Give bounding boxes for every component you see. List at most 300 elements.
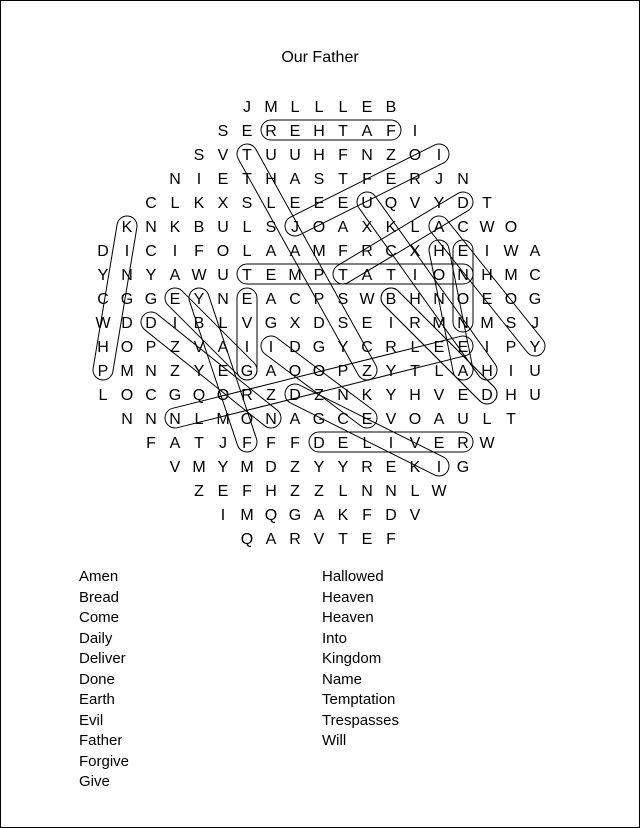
grid-letter[interactable]: V xyxy=(409,507,421,524)
grid-letter[interactable]: O xyxy=(216,387,230,404)
grid-letter[interactable]: N xyxy=(457,315,469,332)
grid-letter[interactable]: U xyxy=(529,387,541,404)
grid-letter[interactable]: N xyxy=(169,171,181,188)
grid-letter[interactable]: T xyxy=(242,147,252,164)
grid-letter[interactable]: D xyxy=(97,243,109,260)
grid-letter[interactable]: M xyxy=(480,315,494,332)
grid-letter[interactable]: A xyxy=(529,243,541,260)
grid-letter[interactable]: M xyxy=(264,99,278,116)
grid-letter[interactable]: Z xyxy=(386,147,396,164)
grid-letter[interactable]: I xyxy=(244,339,250,356)
grid-letter[interactable]: G xyxy=(168,387,182,404)
word-list-item: Evil xyxy=(79,711,104,729)
grid-letter[interactable]: Y xyxy=(193,291,205,308)
grid-letter[interactable]: A xyxy=(361,267,373,284)
grid-letter[interactable]: J xyxy=(243,99,251,116)
grid-letter[interactable]: Z xyxy=(266,387,276,404)
grid-letter[interactable]: H xyxy=(97,339,109,356)
grid-letter[interactable]: I xyxy=(436,147,442,164)
grid-letter[interactable]: N xyxy=(217,291,229,308)
grid-letter[interactable]: I xyxy=(388,315,394,332)
grid-letter[interactable]: C xyxy=(145,243,157,260)
grid-letter[interactable]: C xyxy=(385,243,397,260)
grid-letter[interactable]: E xyxy=(313,195,325,212)
grid-letter[interactable]: A xyxy=(265,363,277,380)
grid-letter[interactable]: U xyxy=(217,219,229,236)
grid-letter[interactable]: F xyxy=(338,243,348,260)
grid-letter[interactable]: Q xyxy=(192,387,206,404)
grid-letter[interactable]: L xyxy=(194,411,204,428)
grid-letter[interactable]: X xyxy=(289,315,301,332)
grid-letter[interactable]: L xyxy=(170,195,180,212)
grid-letter[interactable]: I xyxy=(484,339,490,356)
grid-letter[interactable]: T xyxy=(338,267,348,284)
grid-letter[interactable]: E xyxy=(337,195,349,212)
grid-letter[interactable]: L xyxy=(410,339,420,356)
grid-letter[interactable]: E xyxy=(457,339,469,356)
grid-letter[interactable]: T xyxy=(338,531,348,548)
grid-letter[interactable]: A xyxy=(361,123,373,140)
grid-letter[interactable]: V xyxy=(409,435,421,452)
grid-letter[interactable]: D xyxy=(121,315,133,332)
grid-letter[interactable]: S xyxy=(505,315,517,332)
grid-letter[interactable]: F xyxy=(386,531,396,548)
grid-letter[interactable]: Z xyxy=(194,483,204,500)
grid-letter[interactable]: V xyxy=(409,195,421,212)
grid-letter[interactable]: V xyxy=(433,387,445,404)
grid-letter[interactable]: P xyxy=(145,339,157,356)
grid-letter[interactable]: N xyxy=(361,483,373,500)
grid-letter[interactable]: Y xyxy=(529,339,541,356)
grid-letter[interactable]: E xyxy=(241,291,253,308)
grid-letter[interactable]: C xyxy=(97,291,109,308)
grid-letter[interactable]: M xyxy=(432,315,446,332)
grid-letter[interactable]: W xyxy=(191,267,207,284)
grid-letter[interactable]: E xyxy=(289,195,301,212)
grid-letter[interactable]: F xyxy=(242,435,252,452)
grid-letter[interactable]: M xyxy=(240,459,254,476)
grid-letter[interactable]: I xyxy=(220,507,226,524)
grid-letter[interactable]: F xyxy=(194,243,204,260)
grid-letter[interactable]: S xyxy=(337,291,349,308)
grid-letter[interactable]: T xyxy=(338,123,348,140)
grid-letter[interactable]: I xyxy=(412,123,418,140)
grid-letter[interactable]: O xyxy=(312,363,326,380)
grid-letter[interactable]: K xyxy=(409,459,421,476)
word-list-item: Earth xyxy=(79,691,115,708)
grid-letters xyxy=(95,99,541,548)
grid-letter[interactable]: G xyxy=(144,291,158,308)
grid-letter[interactable]: E xyxy=(433,339,445,356)
grid-letter[interactable]: I xyxy=(412,267,418,284)
grid-letter[interactable]: I xyxy=(436,459,442,476)
grid-letter[interactable]: H xyxy=(313,147,325,164)
grid-letter[interactable]: S xyxy=(265,219,277,236)
grid-letter[interactable]: V xyxy=(169,459,181,476)
grid-letter[interactable]: M xyxy=(312,243,326,260)
grid-letter[interactable]: I xyxy=(388,435,394,452)
grid-letter[interactable]: R xyxy=(289,531,301,548)
grid-letter[interactable]: A xyxy=(433,219,445,236)
grid-letter[interactable]: C xyxy=(145,387,157,404)
grid-letter[interactable]: G xyxy=(120,291,134,308)
grid-letter[interactable]: M xyxy=(504,267,518,284)
grid-letter[interactable]: N xyxy=(433,291,445,308)
grid-letter[interactable]: K xyxy=(385,219,397,236)
word-list-item: Give xyxy=(79,773,110,790)
grid-letter[interactable]: N xyxy=(457,171,469,188)
grid-letter[interactable]: O xyxy=(408,411,422,428)
grid-letter[interactable]: Y xyxy=(385,387,397,404)
found-word-outline-daily xyxy=(137,308,285,432)
grid-letter[interactable]: M xyxy=(216,411,230,428)
grid-letter[interactable]: F xyxy=(338,147,348,164)
grid-letter[interactable]: M xyxy=(120,363,134,380)
grid-letter[interactable]: K xyxy=(193,195,205,212)
grid-letter[interactable]: D xyxy=(289,339,301,356)
grid-letter[interactable]: K xyxy=(121,219,133,236)
grid-letter[interactable]: V xyxy=(385,411,397,428)
grid-letter[interactable]: C xyxy=(337,411,349,428)
found-word-outline-trespasses xyxy=(233,140,380,383)
grid-letter[interactable]: P xyxy=(97,363,109,380)
grid-letter[interactable]: B xyxy=(193,219,205,236)
found-word-outline-father xyxy=(261,120,401,140)
grid-letter[interactable]: R xyxy=(409,171,421,188)
grid-letter[interactable]: B xyxy=(385,291,397,308)
grid-letter[interactable]: C xyxy=(361,339,373,356)
grid-letter[interactable]: W xyxy=(431,483,447,500)
grid-letter[interactable]: L xyxy=(314,99,324,116)
grid-letter[interactable]: X xyxy=(217,195,229,212)
grid-letter[interactable]: L xyxy=(242,243,252,260)
grid-letter[interactable]: L xyxy=(266,195,276,212)
grid-letter[interactable]: R xyxy=(361,459,373,476)
word-list-item: Into xyxy=(322,629,348,647)
grid-letter[interactable]: V xyxy=(217,147,229,164)
grid-letter[interactable]: I xyxy=(196,171,202,188)
grid-letter[interactable]: H xyxy=(481,267,493,284)
grid-letter[interactable]: A xyxy=(169,435,181,452)
grid-letter[interactable]: C xyxy=(457,219,469,236)
grid-letter[interactable]: E xyxy=(289,123,301,140)
grid-letter[interactable]: E xyxy=(385,459,397,476)
grid-letter[interactable]: N xyxy=(337,387,349,404)
grid-letter[interactable]: B xyxy=(385,99,397,116)
grid-letter[interactable]: M xyxy=(192,459,206,476)
grid-letter[interactable]: X xyxy=(361,219,373,236)
grid-letter[interactable]: O xyxy=(120,339,134,356)
grid-letter[interactable]: H xyxy=(409,291,421,308)
grid-letter[interactable]: F xyxy=(242,483,252,500)
grid-letter[interactable]: A xyxy=(313,507,325,524)
grid-letter[interactable]: I xyxy=(124,243,130,260)
grid-letter[interactable]: N xyxy=(169,411,181,428)
grid-letter[interactable]: W xyxy=(479,435,495,452)
grid-letter[interactable]: J xyxy=(531,315,539,332)
grid-letter[interactable]: O xyxy=(408,147,422,164)
grid-letter[interactable]: F xyxy=(386,123,396,140)
grid-letter[interactable]: N xyxy=(145,219,157,236)
grid-letter[interactable]: D xyxy=(289,387,301,404)
grid-letter[interactable]: W xyxy=(503,243,519,260)
grid-letter[interactable]: Q xyxy=(264,507,278,524)
word-list-item: Bread xyxy=(79,588,120,606)
grid-letter[interactable]: C xyxy=(145,195,157,212)
grid-letter[interactable]: F xyxy=(362,171,372,188)
grid-letter[interactable]: U xyxy=(289,147,301,164)
grid-letter[interactable]: Q xyxy=(384,195,398,212)
grid-letter[interactable]: H xyxy=(313,123,325,140)
grid-letter[interactable]: K xyxy=(361,387,373,404)
grid-letter[interactable]: L xyxy=(290,99,300,116)
grid-letter[interactable]: A xyxy=(457,363,469,380)
grid-letter[interactable]: K xyxy=(169,219,181,236)
grid-letter[interactable]: G xyxy=(312,411,326,428)
grid-letter[interactable]: A xyxy=(289,411,301,428)
grid-letter[interactable]: U xyxy=(217,267,229,284)
grid-letter[interactable]: Y xyxy=(217,459,229,476)
grid-letter[interactable]: D xyxy=(313,435,325,452)
grid-letter[interactable]: E xyxy=(433,435,445,452)
grid-letter[interactable]: A xyxy=(337,219,349,236)
grid-letter[interactable]: W xyxy=(359,291,375,308)
grid-letter[interactable]: D xyxy=(481,387,493,404)
grid-letter[interactable]: L xyxy=(410,219,420,236)
grid-letter[interactable]: A xyxy=(265,531,277,548)
grid-letter[interactable]: F xyxy=(362,507,372,524)
grid-letter[interactable]: P xyxy=(505,339,517,356)
grid-letter[interactable]: F xyxy=(266,435,276,452)
grid-letter[interactable]: T xyxy=(386,267,396,284)
grid-letter[interactable]: E xyxy=(337,435,349,452)
grid-letter[interactable]: A xyxy=(265,291,277,308)
grid-letter[interactable]: E xyxy=(169,291,181,308)
grid-letter[interactable]: D xyxy=(145,315,157,332)
puzzle-title: Our Father xyxy=(281,49,359,66)
grid-letter[interactable]: O xyxy=(240,411,254,428)
grid-letter[interactable]: E xyxy=(361,411,373,428)
grid-letter[interactable]: T xyxy=(410,363,420,380)
grid-letter[interactable]: O xyxy=(288,363,302,380)
grid-letter[interactable]: L xyxy=(410,483,420,500)
grid-letter[interactable]: J xyxy=(291,219,299,236)
grid-letter[interactable]: P xyxy=(313,291,325,308)
grid-letter[interactable]: E xyxy=(217,171,229,188)
grid-letter[interactable]: S xyxy=(193,147,205,164)
grid-letter[interactable]: U xyxy=(457,411,469,428)
grid-letter[interactable]: V xyxy=(193,339,205,356)
word-list-item: Temptation xyxy=(322,691,396,708)
grid-letter[interactable]: I xyxy=(172,315,178,332)
grid-letter[interactable]: T xyxy=(242,267,252,284)
grid-letter[interactable]: E xyxy=(457,243,469,260)
grid-letter[interactable]: P xyxy=(337,363,349,380)
grid-letter[interactable]: E xyxy=(361,99,373,116)
grid-letter[interactable]: M xyxy=(288,267,302,284)
grid-letter[interactable]: O xyxy=(312,219,326,236)
grid-letter[interactable]: E xyxy=(241,123,253,140)
grid-letter[interactable]: N xyxy=(121,411,133,428)
grid-letter[interactable]: W xyxy=(95,315,111,332)
grid-letter[interactable]: I xyxy=(484,243,490,260)
grid-letter[interactable]: G xyxy=(456,459,470,476)
grid-letter[interactable]: Q xyxy=(240,531,254,548)
grid-letter[interactable]: R xyxy=(457,435,469,452)
grid-letter[interactable]: S xyxy=(217,123,229,140)
grid-letter[interactable]: J xyxy=(219,435,227,452)
grid-letter[interactable]: N xyxy=(361,147,373,164)
grid-letter[interactable]: Y xyxy=(337,339,349,356)
found-word-outline-hallowed xyxy=(353,188,501,384)
word-list-item: Heaven xyxy=(322,588,374,606)
grid-letter[interactable]: D xyxy=(265,459,277,476)
word-list-item: Heaven xyxy=(322,609,374,626)
grid-letter[interactable]: X xyxy=(409,243,421,260)
grid-letter[interactable]: W xyxy=(479,219,495,236)
grid-letter[interactable]: O xyxy=(456,291,470,308)
grid-letter[interactable]: L xyxy=(362,435,372,452)
word-list-item: Father xyxy=(79,732,123,749)
grid-letter[interactable]: A xyxy=(289,171,301,188)
grid-letter[interactable]: U xyxy=(265,147,277,164)
grid-letter[interactable]: M xyxy=(240,507,254,524)
grid-letter[interactable]: P xyxy=(313,267,325,284)
grid-letter[interactable]: Z xyxy=(290,483,300,500)
grid-letter[interactable]: E xyxy=(217,483,229,500)
grid-letter[interactable]: E xyxy=(361,315,373,332)
grid-letter[interactable]: J xyxy=(435,171,443,188)
grid-letter[interactable]: H xyxy=(265,483,277,500)
grid-letter[interactable]: C xyxy=(289,291,301,308)
grid-letter[interactable]: R xyxy=(361,243,373,260)
grid-letter[interactable]: F xyxy=(146,435,156,452)
grid-letter[interactable]: Y xyxy=(97,267,109,284)
grid-letter[interactable]: Y xyxy=(313,459,325,476)
grid-letter[interactable]: R xyxy=(409,315,421,332)
grid-letter[interactable]: O xyxy=(216,243,230,260)
word-list-item: Will xyxy=(322,732,347,749)
grid-letter[interactable]: I xyxy=(268,339,274,356)
grid-letter[interactable]: L xyxy=(482,411,492,428)
grid-letter[interactable]: N xyxy=(145,411,157,428)
grid-letter[interactable]: T xyxy=(242,171,252,188)
grid-letter[interactable]: Z xyxy=(314,387,324,404)
grid-letter[interactable]: H xyxy=(265,171,277,188)
grid-letter[interactable]: E xyxy=(361,531,373,548)
word-list-item: Forgive xyxy=(79,752,130,770)
found-word-outline-come xyxy=(329,188,476,287)
grid-letter[interactable]: Z xyxy=(170,363,180,380)
grid-letter[interactable]: Z xyxy=(290,459,300,476)
grid-letter[interactable]: Y xyxy=(385,363,397,380)
grid-letter[interactable]: L xyxy=(338,483,348,500)
grid-letter[interactable]: A xyxy=(217,339,229,356)
grid-letter[interactable]: N xyxy=(385,483,397,500)
grid-letter[interactable]: T xyxy=(506,411,516,428)
grid-letter[interactable]: A xyxy=(169,267,181,284)
grid-letter[interactable]: O xyxy=(120,387,134,404)
grid-letter[interactable]: E xyxy=(265,267,277,284)
grid-letter[interactable]: H xyxy=(409,387,421,404)
grid-letter[interactable]: D xyxy=(457,195,469,212)
grid-letter[interactable]: R xyxy=(385,339,397,356)
grid-letter[interactable]: Z xyxy=(362,363,372,380)
grid-letter[interactable]: D xyxy=(385,507,397,524)
grid-letter[interactable]: H xyxy=(481,363,493,380)
grid-letter[interactable]: U xyxy=(529,363,541,380)
grid-letter[interactable]: Z xyxy=(170,339,180,356)
grid-letter[interactable]: V xyxy=(313,531,325,548)
grid-letter[interactable]: N xyxy=(121,267,133,284)
grid-letter[interactable]: H xyxy=(433,243,445,260)
word-list-item: Name xyxy=(322,670,363,688)
grid-letter[interactable]: E xyxy=(385,171,397,188)
grid-letter[interactable]: V xyxy=(241,315,253,332)
grid-letter[interactable]: O xyxy=(432,267,446,284)
grid-letter[interactable]: N xyxy=(457,267,469,284)
grid-letter[interactable]: U xyxy=(361,195,373,212)
grid-letter[interactable]: G xyxy=(528,291,542,308)
word-list-column-1 xyxy=(79,567,129,793)
grid-letter[interactable]: Y xyxy=(145,267,157,284)
word-list-item: Hallowed xyxy=(322,568,384,585)
grid-letter[interactable]: G xyxy=(288,507,302,524)
grid-letter[interactable]: S xyxy=(241,195,253,212)
word-list-item: Amen xyxy=(79,568,119,585)
grid-letter[interactable]: S xyxy=(313,171,325,188)
grid-letter[interactable]: H xyxy=(505,387,517,404)
grid-letter[interactable]: Y xyxy=(337,459,349,476)
grid-letter[interactable]: I xyxy=(172,243,178,260)
grid-letter[interactable]: Y xyxy=(193,363,205,380)
grid-letter[interactable]: N xyxy=(265,411,277,428)
grid-letter[interactable]: E xyxy=(217,363,229,380)
grid-letter[interactable]: G xyxy=(240,363,254,380)
grid-letter[interactable]: E xyxy=(457,387,469,404)
grid-letter[interactable]: L xyxy=(434,363,444,380)
grid-letter[interactable]: C xyxy=(529,267,541,284)
grid-letter[interactable]: E xyxy=(481,291,493,308)
grid-letter[interactable]: L xyxy=(338,99,348,116)
grid-letter[interactable]: L xyxy=(218,315,228,332)
grid-letter[interactable]: L xyxy=(242,219,252,236)
grid-letter[interactable]: Z xyxy=(314,483,324,500)
grid-letter[interactable]: L xyxy=(98,387,108,404)
grid-letter[interactable]: I xyxy=(508,363,514,380)
grid-letter[interactable]: G xyxy=(264,315,278,332)
grid-letter[interactable]: R xyxy=(241,387,253,404)
grid-letter[interactable]: O xyxy=(504,219,518,236)
grid-letter[interactable]: T xyxy=(482,195,492,212)
grid-letter[interactable]: A xyxy=(433,411,445,428)
grid-letter[interactable]: F xyxy=(290,435,300,452)
grid-letter[interactable]: T xyxy=(194,435,204,452)
grid-letter[interactable]: S xyxy=(337,315,349,332)
grid-letter[interactable]: K xyxy=(337,507,349,524)
grid-letter[interactable]: T xyxy=(338,171,348,188)
grid-letter[interactable]: D xyxy=(313,315,325,332)
grid-letter[interactable]: A xyxy=(265,243,277,260)
grid-letter[interactable]: Y xyxy=(433,195,445,212)
grid-letter[interactable]: G xyxy=(312,339,326,356)
grid-letter[interactable]: N xyxy=(145,363,157,380)
word-list-item: Kingdom xyxy=(322,650,382,667)
grid-letter[interactable]: R xyxy=(265,123,277,140)
grid-letter[interactable]: A xyxy=(289,243,301,260)
grid-letter[interactable]: B xyxy=(193,315,205,332)
grid-letter[interactable]: O xyxy=(504,291,518,308)
